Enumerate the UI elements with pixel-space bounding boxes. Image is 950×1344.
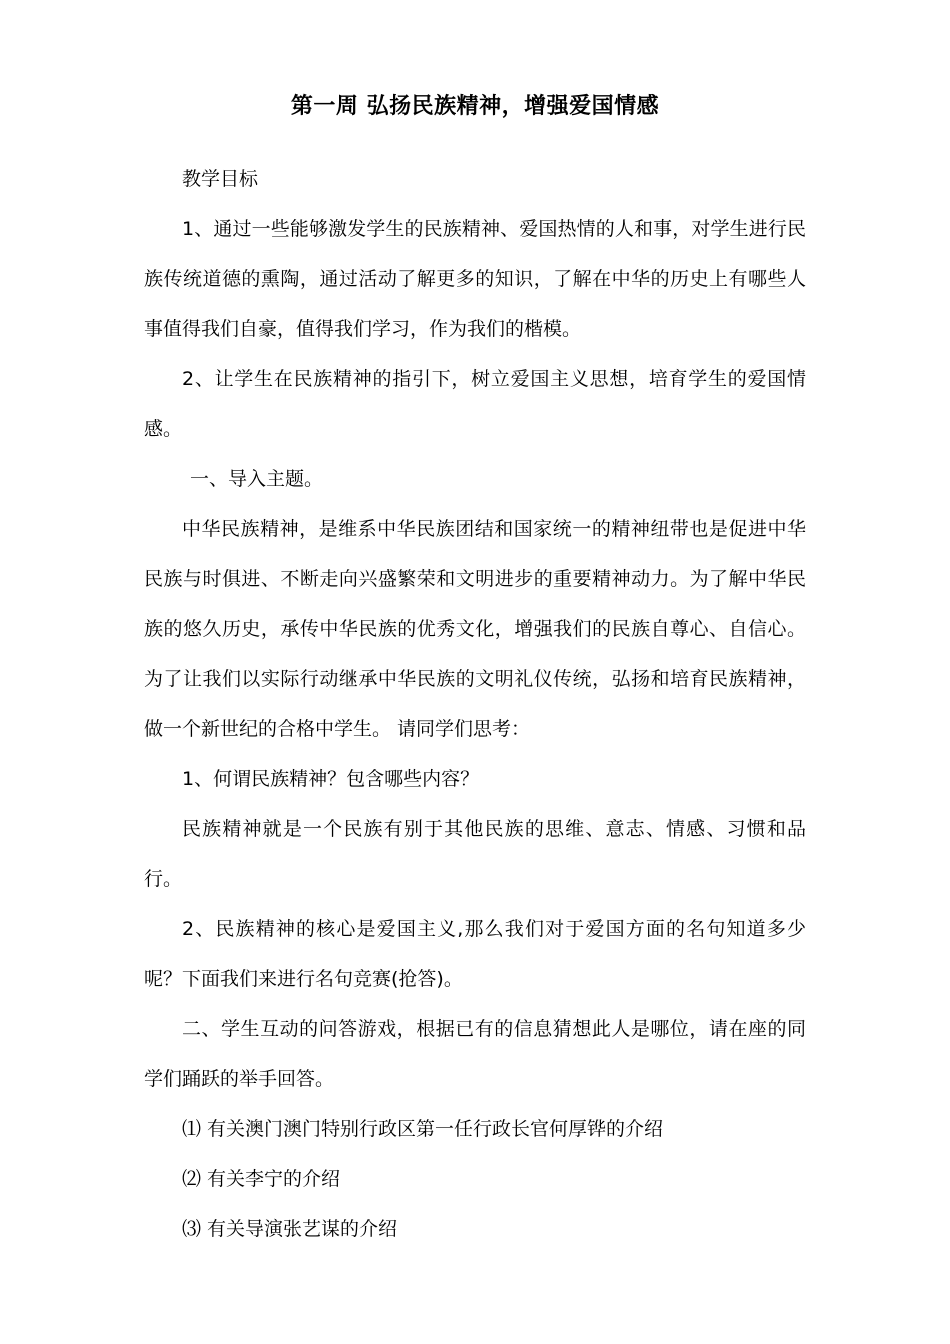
paragraph-item-2: ⑵ 有关李宁的介绍	[182, 1168, 341, 1190]
paragraph-section-1-heading: 一、导入主题。	[190, 468, 324, 490]
document-body	[144, 154, 806, 1254]
paragraph-item-1: ⑴ 有关澳门澳门特别行政区第一任行政长官何厚铧的介绍	[182, 1118, 664, 1140]
paragraph-question-2: 2、民族精神的核心是爱国主义,那么我们对于爱国方面的名句知道多少呢？下面我们来进行名句竞赛(抢答)。	[144, 918, 806, 990]
document-title: 第一周 弘扬民族精神，增强爱国情感	[290, 94, 660, 119]
paragraph-section-2-heading: 二、学生互动的问答游戏，根据已有的信息猜想此人是哪位，请在座的同学们踊跃的举手回答。	[144, 1018, 806, 1090]
paragraph-goal-2: 2、让学生在民族精神的指引下，树立爱国主义思想，培育学生的爱国情感。	[144, 368, 806, 440]
paragraph-question-1: 1、何谓民族精神？包含哪些内容？	[182, 768, 480, 790]
paragraph-intro: 中华民族精神，是维系中华民族团结和国家统一的精神纽带也是促进中华民族与时俱进、不断走向兴盛繁荣和文明进步的重要精神动力。为了解中华民族的悠久历史，承传中华民族的优秀文化，增强我们的民族自尊心、自信心。为了让我们以实际行动继承中华民族的文明礼仪传统，弘扬和培育民族精神，做一个新世纪的合格中学生。 请同学们思考：	[144, 518, 806, 740]
paragraph-answer-1: 民族精神就是一个民族有别于其他民族的思维、意志、情感、习惯和品行。	[144, 818, 806, 890]
paragraph-goal-1: 1、通过一些能够激发学生的民族精神、爱国热情的人和事，对学生进行民族传统道德的熏陶，通过活动了解更多的知识，了解在中华的历史上有哪些人事值得我们自豪，值得我们学习，作为我们的楷模。	[144, 218, 806, 340]
paragraph-teaching-goals-heading: 教学目标	[182, 168, 259, 190]
paragraph-item-3: ⑶ 有关导演张艺谋的介绍	[182, 1218, 398, 1240]
